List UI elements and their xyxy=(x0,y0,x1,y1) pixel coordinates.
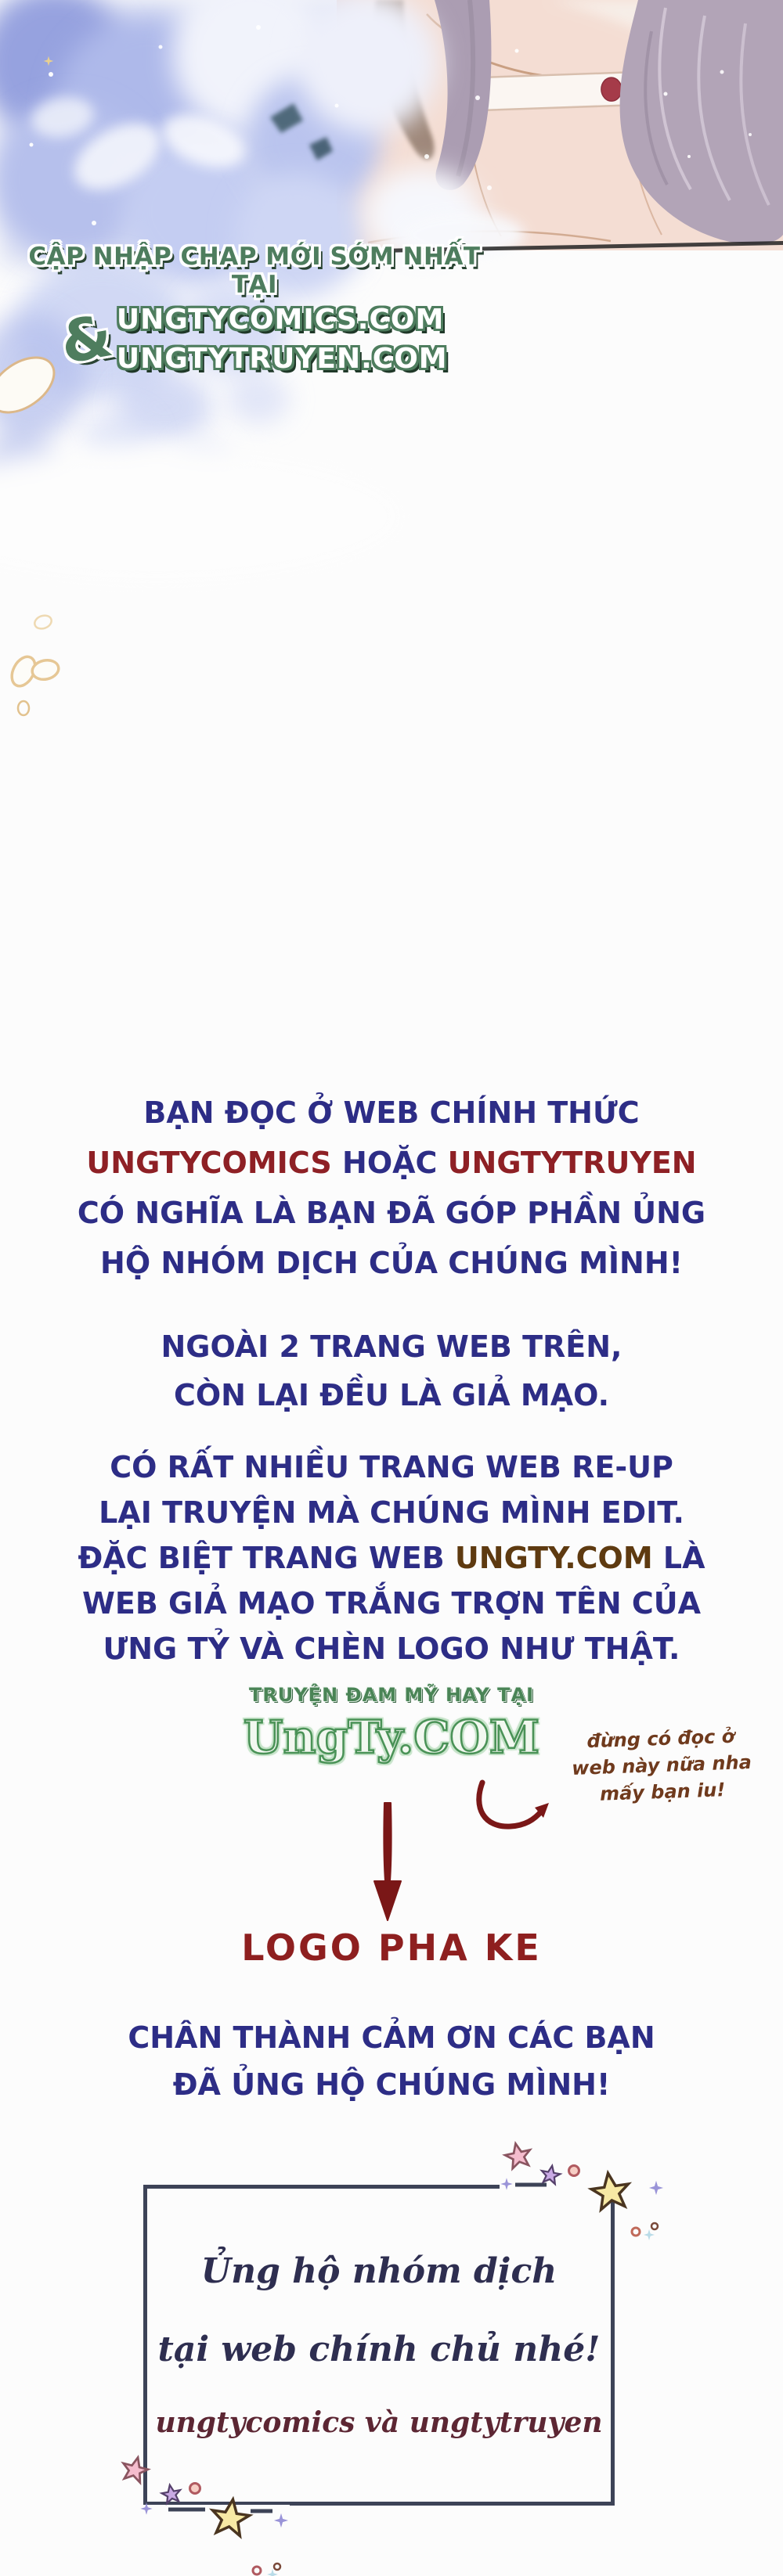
note-line: mấy bạn iu! xyxy=(599,1779,726,1805)
site-url-2: UNGTYTRUYEN.COM xyxy=(116,343,448,375)
support-line-3: ungtycomics và ungtytruyen xyxy=(155,2406,603,2439)
choker-gem xyxy=(601,77,622,102)
brand-name-red: UNGTYCOMICS xyxy=(86,1146,332,1180)
notice-text: LÀ xyxy=(652,1541,705,1575)
stars-decoration-top xyxy=(485,2128,673,2246)
notice-line: BẠN ĐỌC Ở WEB CHÍNH THỨC xyxy=(143,1096,640,1130)
notice-paragraph-1 xyxy=(0,1088,783,1288)
thanks-line: CHÂN THÀNH CẢM ƠN CÁC BẠN xyxy=(128,2020,655,2055)
site-url-1: UNGTYCOMICS.COM xyxy=(116,304,445,336)
notice-line: CÓ NGHĨA LÀ BẠN ĐÃ GÓP PHẦN ỦNG xyxy=(77,1196,706,1230)
fake-site-name: UNGTY.COM xyxy=(454,1541,653,1575)
notice-line: HỘ NHÓM DỊCH CỦA CHÚNG MÌNH! xyxy=(100,1246,683,1280)
notice-text: ĐẶC BIỆT TRANG WEB xyxy=(78,1541,455,1575)
thanks-text xyxy=(0,2014,783,2108)
gold-petal-outlines xyxy=(7,613,60,715)
notice-line: CÒN LẠI ĐỀU LÀ GIẢ MẠO. xyxy=(173,1378,610,1412)
stars-decoration-bottom xyxy=(94,2449,345,2576)
support-line-1: Ủng hộ nhóm dịch xyxy=(200,2251,557,2291)
notice-line: WEB GIẢ MẠO TRẮNG TRỢN TÊN CỦA xyxy=(81,1586,702,1621)
notice-line xyxy=(0,1138,783,1188)
ampersand-symbol: & xyxy=(56,302,117,377)
notice-line xyxy=(0,1535,783,1581)
notice-paragraph-2 xyxy=(0,1322,783,1419)
fake-logo-caption: TRUYỆN ĐAM MỸ HAY TẠI xyxy=(248,1684,535,1706)
notice-paragraph-3 xyxy=(0,1445,783,1671)
notice-line: CÓ RẤT NHIỀU TRANG WEB RE-UP xyxy=(110,1450,673,1484)
notice-line: LẠI TRUYỆN MÀ CHÚNG MÌNH EDIT. xyxy=(99,1495,684,1530)
down-arrow-icon xyxy=(369,1801,406,1923)
thanks-line: ĐÃ ỦNG HỘ CHÚNG MÌNH! xyxy=(172,2067,611,2102)
notice-line: ƯNG TỶ VÀ CHÈN LOGO NHƯ THẬT. xyxy=(103,1632,680,1666)
handwritten-note xyxy=(539,1722,783,1810)
brand-name-red: UNGTYTRUYEN xyxy=(447,1146,697,1180)
fake-logo-label: LOGO PHA KE xyxy=(241,1927,542,1969)
update-banner xyxy=(8,243,501,379)
curved-arrow-icon xyxy=(470,1778,564,1848)
notice-text: HOẶC xyxy=(331,1146,448,1180)
banner-line: CẬP NHẬP CHAP MỚI SỚM NHẤT TẠI xyxy=(28,243,481,299)
note-line: đừng có đọc ở xyxy=(586,1725,735,1753)
fake-logo-text: UngTy.COM xyxy=(243,1711,540,1764)
notice-line: NGOÀI 2 TRANG WEB TRÊN, xyxy=(161,1329,622,1364)
support-line-2: tại web chính chủ nhé! xyxy=(157,2330,601,2369)
note-line: web này nữa nha xyxy=(571,1751,752,1779)
